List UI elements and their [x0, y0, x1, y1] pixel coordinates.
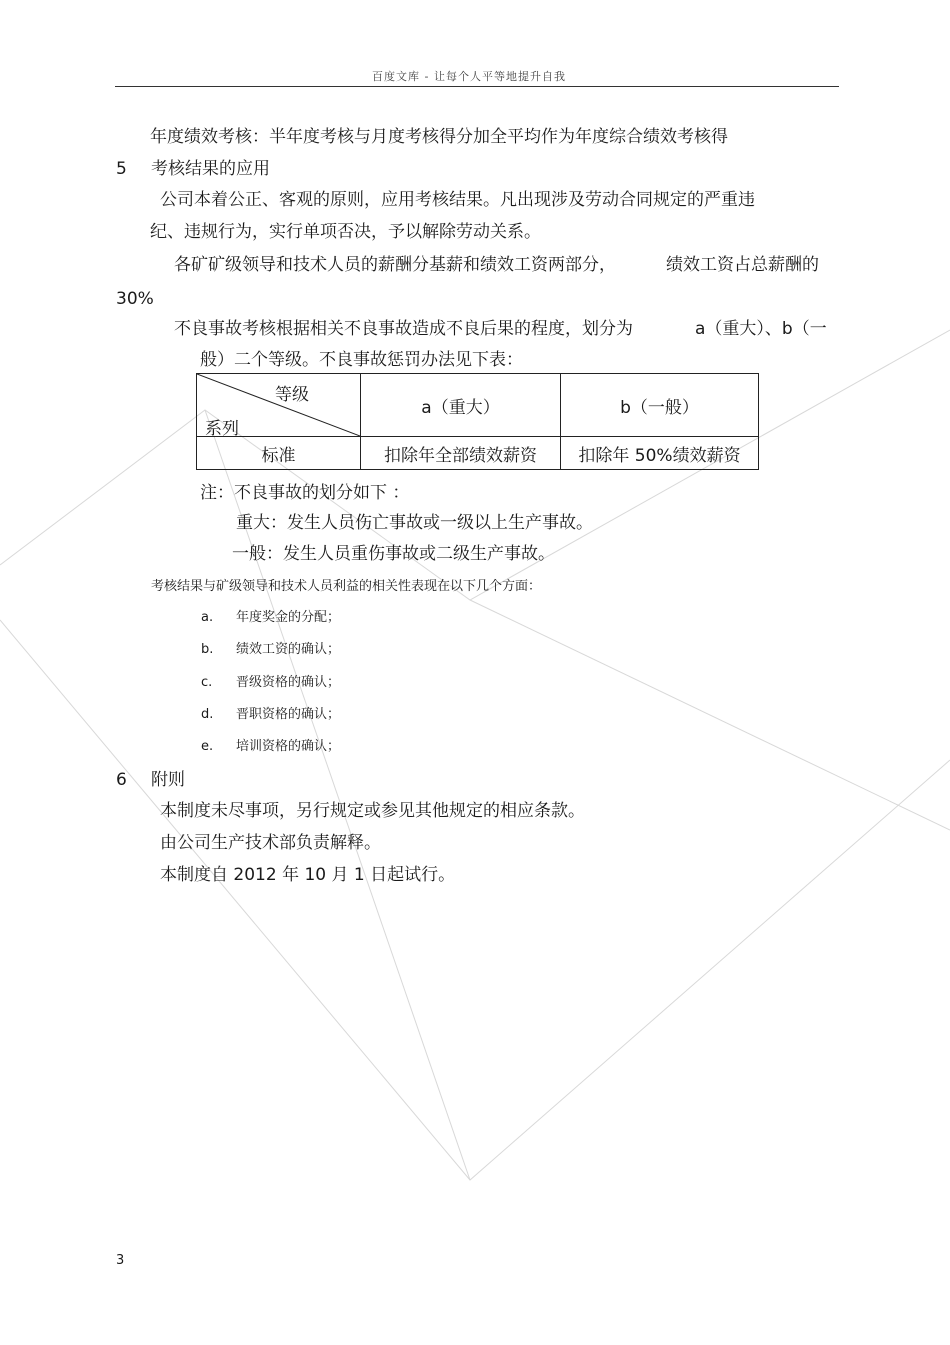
list-item: 晋级资格的确认； [236, 675, 341, 690]
list-item: 年度奖金的分配； [236, 610, 341, 625]
note-general: 一般：发生人员重伤事故或二级生产事故。 [232, 544, 555, 564]
list-item-marker: d. [201, 707, 214, 722]
list-item-marker: a. [201, 610, 214, 625]
page-header: 百度文库 - 让每个人平等地提升自我 [372, 70, 566, 83]
note-title: 注：不良事故的划分如下 ： [200, 483, 410, 503]
section-6-title: 附则 [151, 770, 185, 790]
paragraph-3-line-1a: 不良事故考核根据相关不良事故造成不良后果的程度，划分为 [174, 319, 633, 339]
table-header-row [197, 374, 759, 437]
row-label-cell: 标准 [197, 437, 361, 470]
list-item-marker: e. [201, 739, 214, 754]
paragraph-3-line-1b: a（重大）、b（一 [695, 319, 827, 339]
section-5-title: 考核结果的应用 [151, 159, 270, 179]
paragraph-2-line-2: 30% [116, 289, 154, 309]
paragraph-3-line-2: 般）二个等级。不良事故惩罚办法见下表： [200, 350, 523, 370]
header-grade-label: 等级 [275, 385, 309, 405]
list-item: 晋职资格的确认； [236, 707, 341, 722]
section-6-line-3: 本制度自 2012 年 10 月 1 日起试行。 [160, 865, 456, 885]
header-series-label: 系列 [205, 419, 239, 439]
header-rule [115, 86, 839, 87]
paragraph-2-line-1a: 各矿矿级领导和技术人员的薪酬分基薪和绩效工资两部分， [174, 255, 616, 275]
annual-assessment-line: 年度绩效考核：半年度考核与月度考核得分加全平均作为年度综合绩效考核得 [150, 127, 728, 147]
list-item-marker: b. [201, 642, 214, 657]
penalty-table [196, 373, 759, 470]
section-6-number: 6 [116, 770, 127, 790]
diagonal-header-cell [197, 374, 361, 437]
paragraph-2-line-1b: 绩效工资占总薪酬的 [666, 255, 819, 275]
table-row [197, 437, 759, 470]
section-6-line-1: 本制度未尽事项，另行规定或参见其他规定的相应条款。 [160, 801, 585, 821]
relation-line: 考核结果与矿级领导和技术人员利益的相关性表现在以下几个方面： [151, 579, 542, 594]
header-col-a: a（重大） [361, 374, 561, 437]
row-b-cell: 扣除年 50%绩效薪资 [561, 437, 759, 470]
paragraph-1-line-1: 公司本着公正、客观的原则，应用考核结果。凡出现涉及劳动合同规定的严重违 [160, 190, 755, 210]
section-5-number: 5 [116, 159, 127, 179]
section-6-line-2: 由公司生产技术部负责解释。 [160, 833, 381, 853]
list-item: 培训资格的确认； [236, 739, 341, 754]
list-item-marker: c. [201, 675, 213, 690]
row-a-cell: 扣除年全部绩效薪资 [361, 437, 561, 470]
note-major: 重大：发生人员伤亡事故或一级以上生产事故。 [236, 513, 593, 533]
page-number: 3 [116, 1253, 125, 1268]
header-col-b: b（一般） [561, 374, 759, 437]
list-item: 绩效工资的确认； [236, 642, 341, 657]
paragraph-1-line-2: 纪、违规行为，实行单项否决，予以解除劳动关系。 [150, 222, 541, 242]
